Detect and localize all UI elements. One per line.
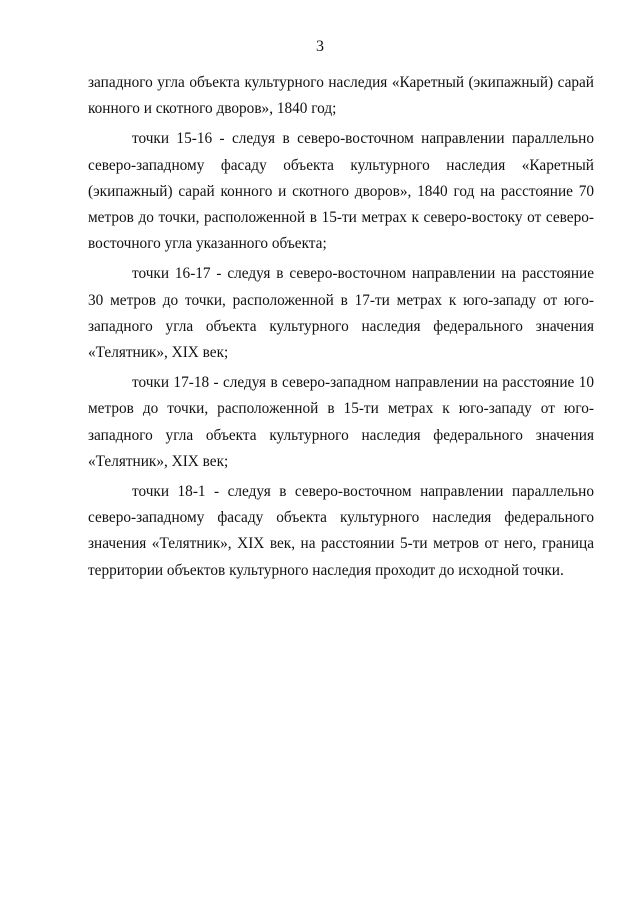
paragraph-points-18-1: точки 18-1 - следуя в северо-восточном направлении параллельно северо-западному фасаду объекта культурного наследия федерального значения «Телятник», XIX век, на расстоянии 5-ти метров от него, граница территории объектов культурного наследия проходит до исходной точки.	[88, 483, 594, 579]
paragraph-points-16-17: точки 16-17 - следуя в северо-восточном направлении на расстояние 30 метров до точки, расположенной в 17-ти метрах к юго-западу от юго-западного угла объекта культурного наследия федерального значения «Телятник», XIX век;	[88, 265, 594, 362]
paragraph-points-17-18: точки 17-18 - следуя в северо-западном направлении на расстояние 10 метров до точки, расположенной в 15-ти метрах к юго-западу от юго-западного угла объекта культурного наследия федерального значения «Телятник», XIX век;	[88, 374, 594, 470]
page-number: 3	[316, 38, 324, 55]
document-body	[88, 70, 594, 588]
paragraph-continuation: западного угла объекта культурного наследия «Каретный (экипажный) сарай конного и скотного дворов», 1840 год;	[88, 74, 594, 118]
paragraph-points-15-16: точки 15-16 - следуя в северо-восточном направлении параллельно северо-западному фасаду объекта культурного наследия «Каретный (экипажный) сарай конного и скотного дворов», 1840 год на расстояние 70 метров до точки, расположенной в 15-ти метрах к северо-востоку от северо-восточного угла указанного объекта;	[88, 130, 594, 253]
